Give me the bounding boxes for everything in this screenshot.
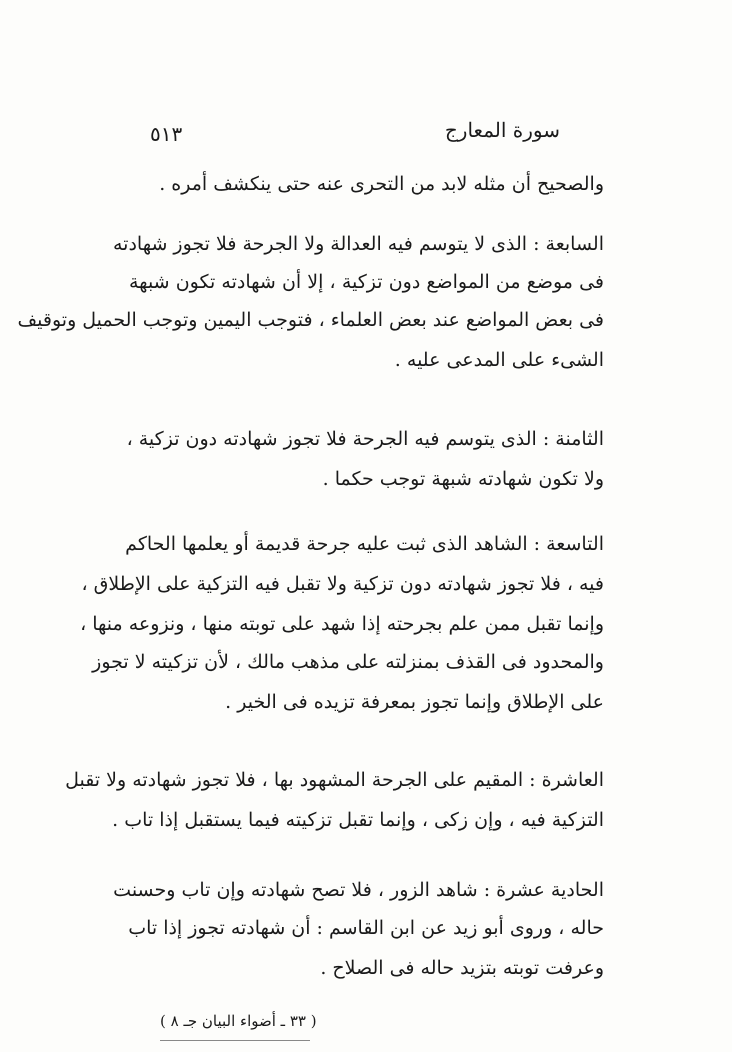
text-line: وإنما تقبل ممن علم بجرحته إذا شهد على توبته منها ، ونزوعه منها ، <box>80 613 604 635</box>
footer-signature: ( ٣٣ ـ أضواء البيان جـ ٨ ) <box>160 1012 317 1030</box>
text-line: والمحدود فى القذف بمنزلته على مذهب مالك ، لأن تزكيته لا تجوز <box>92 651 604 673</box>
text-line: على الإطلاق وإنما تجوز بمعرفة تزيده فى الخير . <box>225 691 604 713</box>
text-line: التاسعة : الشاهد الذى ثبت عليه جرحة قديمة أو يعلمها الحاكم <box>125 533 604 555</box>
text-line: ولا تكون شهادته شبهة توجب حكما . <box>322 468 604 490</box>
footer-rule <box>160 1040 310 1041</box>
text-line: الثامنة : الذى يتوسم فيه الجرحة فلا تجوز شهادته دون تزكية ، <box>126 428 604 450</box>
text-line: والصحيح أن مثله لابد من التحرى عنه حتى ينكشف أمره . <box>159 173 604 195</box>
surah-title: سورة المعارج <box>444 118 560 142</box>
text-line: العاشرة : المقيم على الجرحة المشهود بها ، فلا تجوز شهادته ولا تقبل <box>65 769 604 791</box>
text-line: فيه ، فلا تجوز شهادته دون تزكية ولا تقبل فيه التزكية على الإطلاق ، <box>81 573 604 595</box>
text-line: الشىء على المدعى عليه . <box>394 349 604 371</box>
text-line: فى موضع من المواضع دون تزكية ، إلا أن شهادته تكون شبهة <box>129 271 604 293</box>
text-line: فى بعض المواضع عند بعض العلماء ، فتوجب اليمين وتوجب الحميل وتوقيف <box>17 309 604 331</box>
text-line: الحادية عشرة : شاهد الزور ، فلا تصح شهادته وإن تاب وحسنت <box>113 879 604 901</box>
text-line: التزكية فيه ، وإن زكى ، وإنما تقبل تزكيته فيما يستقبل إذا تاب . <box>112 809 604 831</box>
page-number: ٥١٣ <box>150 122 183 146</box>
text-line: حاله ، وروى أبو زيد عن ابن القاسم : أن شهادته تجوز إذا تاب <box>128 917 604 939</box>
text-line: وعرفت توبته بتزيد حاله فى الصلاح . <box>320 957 604 979</box>
page-header <box>150 118 560 148</box>
text-line: السابعة : الذى لا يتوسم فيه العدالة ولا الجرحة فلا تجوز شهادته <box>112 233 604 255</box>
